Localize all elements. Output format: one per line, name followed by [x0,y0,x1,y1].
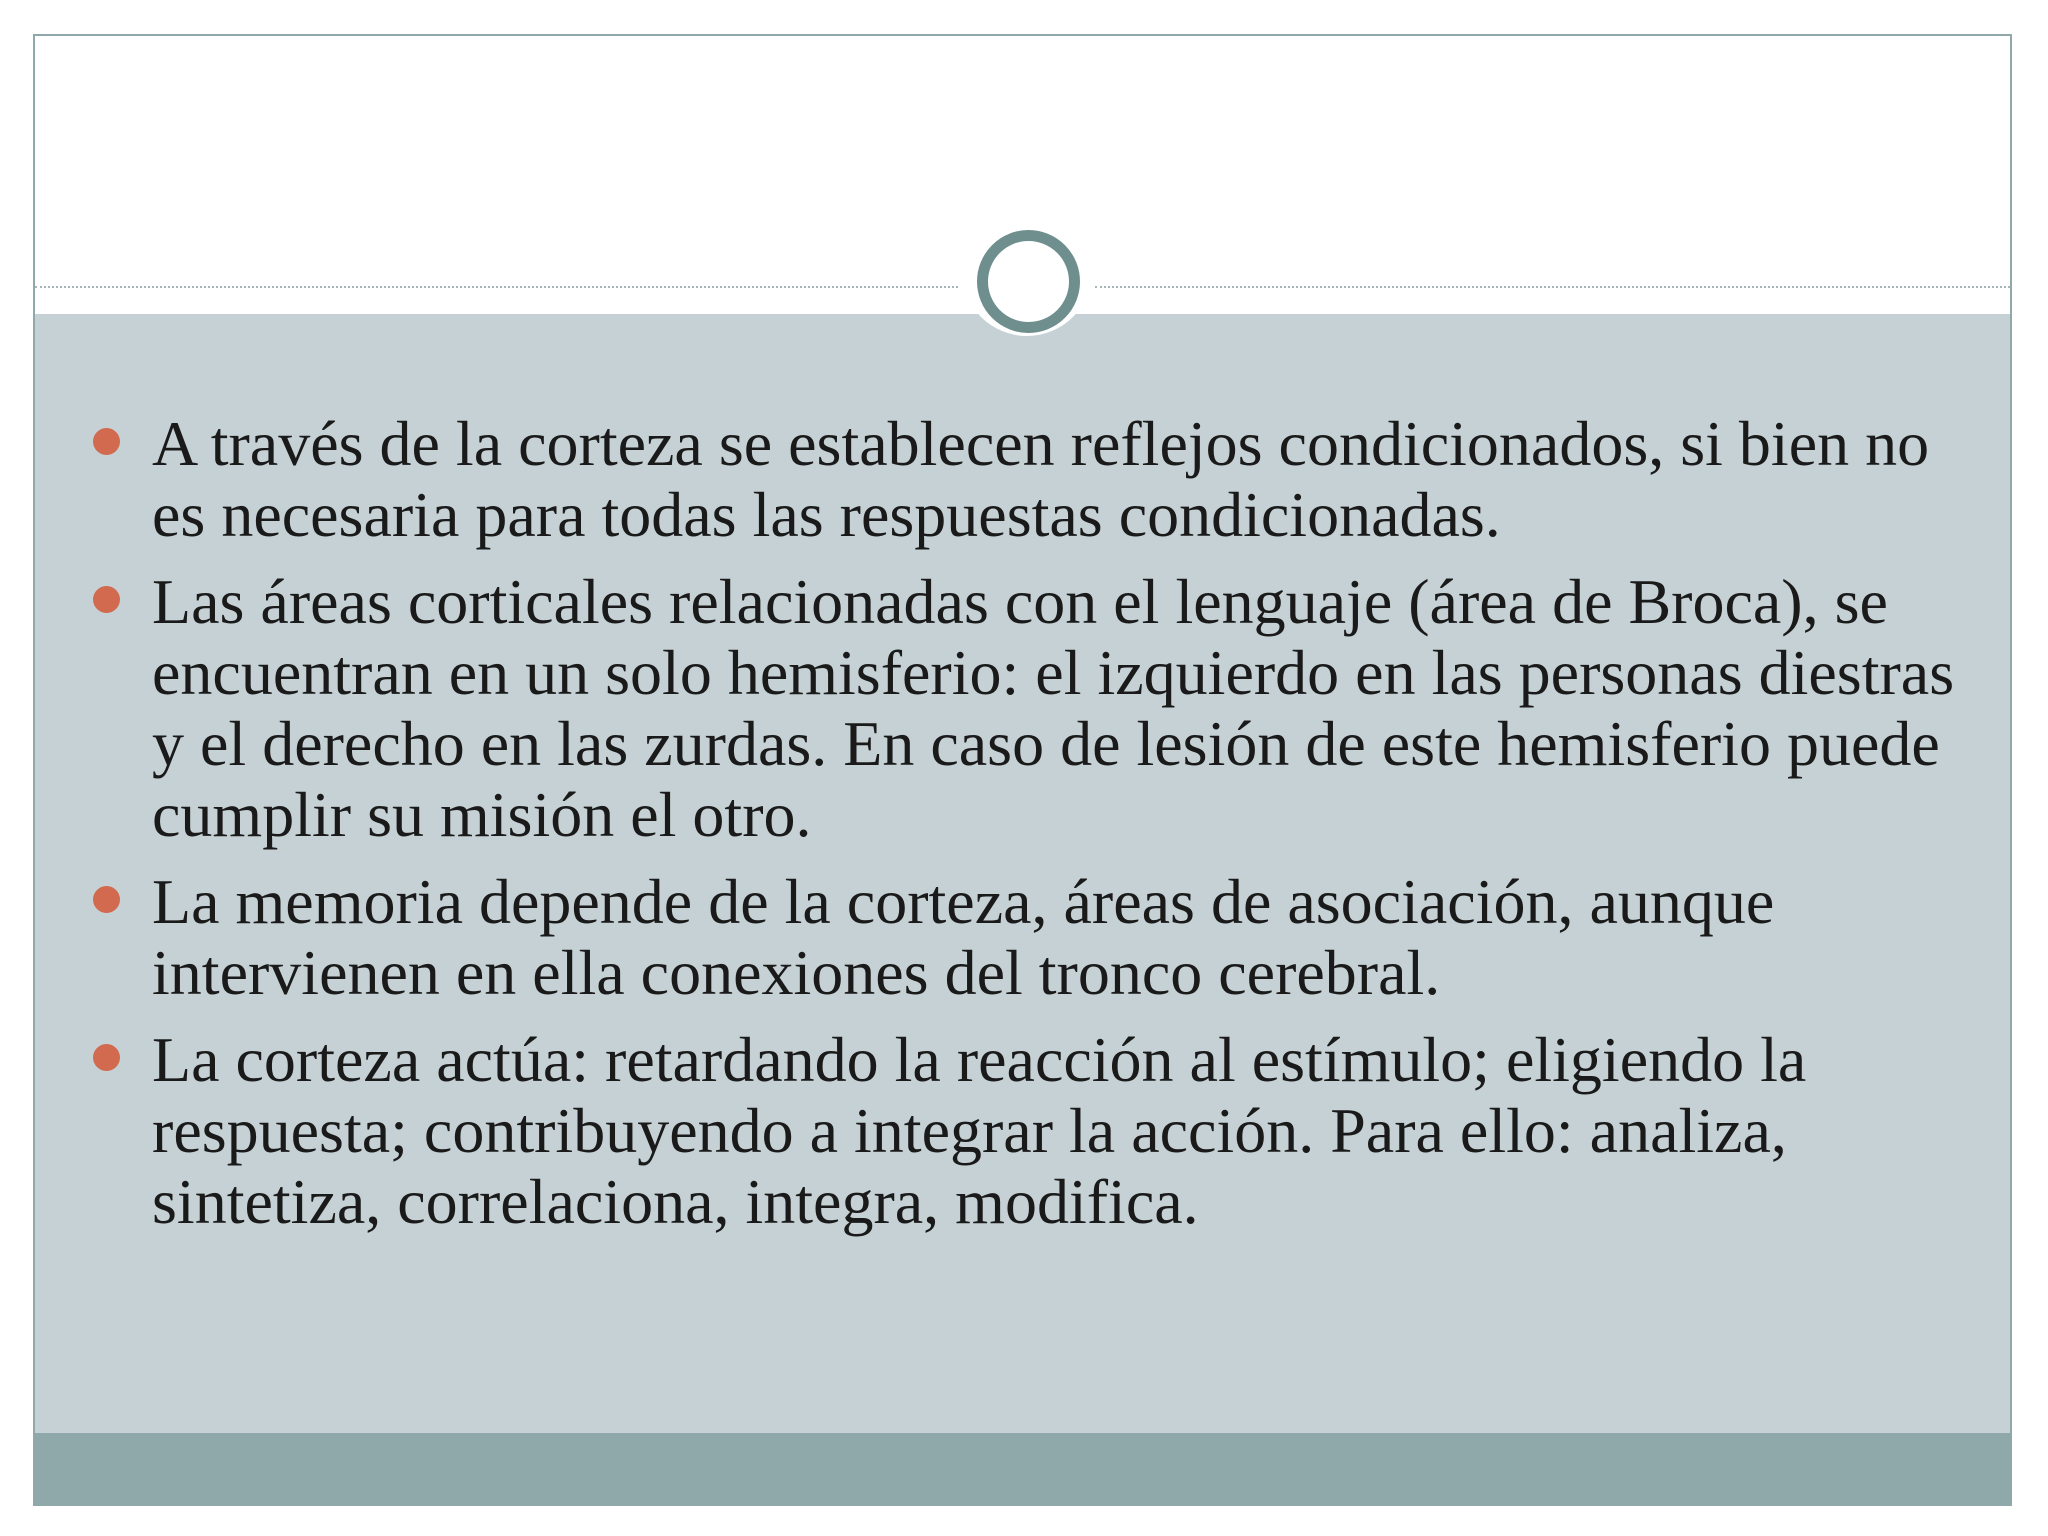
bullet-dot-icon [93,586,120,613]
bullet-dot-icon [93,428,120,455]
bullet-text: La corteza actúa: retardando la reacción al estímulo; eligiendo la respuesta; contribuyendo a integrar la acción. Para ello: analiza, sintetiza, correlaciona, integra, modifica. [152,1024,1807,1237]
header-divider-left [35,286,958,288]
slide-footer-band [35,1433,2010,1506]
bullet-item [85,866,1965,1008]
bullet-dot-icon [93,886,120,913]
bullet-text: A través de la corteza se establecen reflejos condicionados, si bien no es necesaria para todas las respuestas condicionadas. [152,408,1930,550]
bullet-dot-icon [93,1044,120,1071]
header-divider-right [1095,286,2010,288]
bullet-list [85,408,1965,1253]
bullet-text: La memoria depende de la corteza, áreas de asociación, aunque intervienen en ella conexiones del tronco cerebral. [152,866,1775,1008]
bullet-item [85,408,1965,550]
bullet-text: Las áreas corticales relacionadas con el lenguaje (área de Broca), se encuentran en un solo hemisferio: el izquierdo en las personas diestras y el derecho en las zurdas. En caso de lesión de este hemisferio puede cumplir su misión el otro. [152,566,1955,850]
circle-ring-icon [977,230,1080,333]
bullet-item [85,566,1965,850]
bullet-item [85,1024,1965,1237]
